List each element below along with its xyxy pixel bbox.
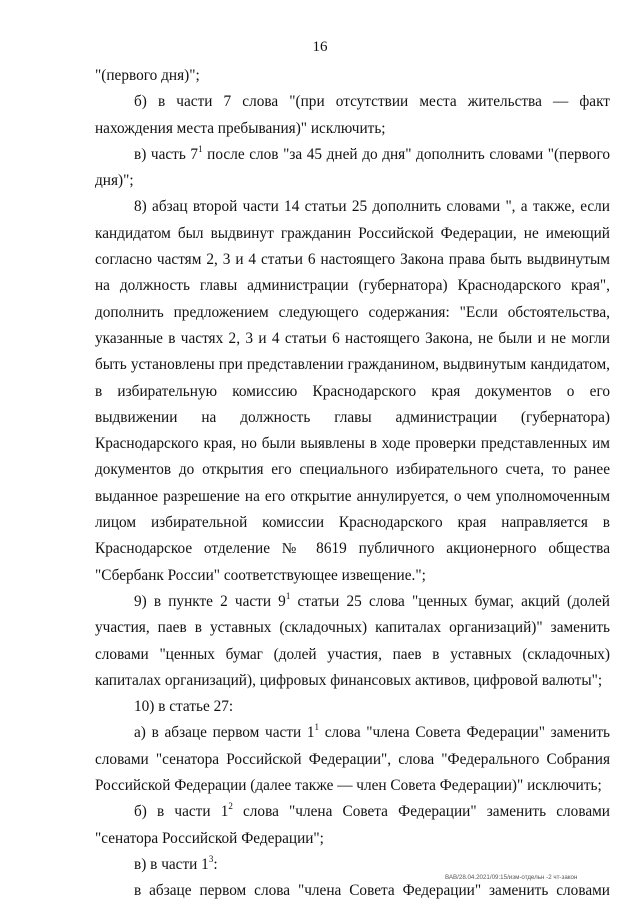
document-body [95, 63, 610, 905]
paragraph-text: "(первого дня)"; [95, 67, 200, 84]
paragraph-text: б) в части 7 слова "(при отсутствии места жительства — факт нахождения места пребывания)" исключить; [95, 93, 610, 137]
paragraph-item-10 [95, 694, 610, 720]
paragraph-item-9 [95, 589, 610, 694]
paragraph-text: статьи 25 слова "ценных бумаг, акций (долей участия, паев в уставных (складочных) капиталах организаций)" заменить словами "ценных бумаг (долей участия, паев в уставных (складочных) капиталах организаций), цифровых финансовых активов, цифровой валюты"; [95, 592, 610, 689]
paragraph-text: а) в абзаце первом части 1 [134, 724, 315, 742]
paragraph-text: : [213, 855, 218, 873]
paragraph-item-8 [95, 194, 610, 588]
paragraph-text: в) часть 7 [134, 145, 199, 163]
paragraph-continuation [95, 63, 610, 89]
superscript: 3 [208, 853, 214, 864]
paragraph-text: слова "члена Совета Федерации" заменить словами "сенатора Российской Федерации"; [95, 803, 610, 847]
paragraph-text: 10) в статье 27: [134, 698, 234, 716]
paragraph-item-10-a [95, 720, 610, 799]
superscript: 1 [314, 722, 320, 733]
paragraph-text: после слов "за 45 дней до дня" дополнить словами "(первого дня)"; [95, 145, 610, 190]
paragraph-item-v-part-7-1 [95, 142, 610, 195]
paragraph-text: 8) абзац второй части 14 статьи 25 дополнить словами ", а также, если кандидатом был выдвинут гражданин Российской Федерации, не имеющий согласно частям 2, 3 и 4 статьи 6 настоящего Закона права быть выдвинутым на должность главы администрации (губернатора) Краснодарского края", дополнить предложением следующего содержания: "Если обстоятельства, указанные в частях 2, 3 и 4 статьи 6 настоящего Закона, не были и не могли быть установлены при представлении гражданином, выдвинутым кандидатом, в избирательную комиссию Краснодарского края документов о его выдвижении на должность главы администрации (губернатора) Краснодарского края, но были выявлены в ходе проверки представленных им документов до открытия его специального избирательного счета, то ранее выданное разрешение на его открытие аннулируется, о чем уполномоченным лицом избирательной комиссии Краснодарского края направляется в Краснодарское отделение № 8619 публичного акционерного общества "Сбербанк России" соответствующее извещение."; [95, 198, 610, 584]
superscript: 1 [285, 590, 291, 601]
paragraph-item-b-part-7 [95, 89, 610, 142]
footer-stamp: ВАВ/28.04.2021/09:15/изм-отдельн -2 чт-закон [445, 874, 578, 881]
paragraph-text: в абзаце первом слова "члена Совета Федерации" заменить словами [134, 882, 610, 900]
paragraph-item-10-b [95, 799, 610, 852]
paragraph-text: б) в части 1 [134, 803, 229, 821]
superscript: 2 [228, 801, 233, 812]
superscript: 1 [198, 143, 203, 154]
paragraph-text: 9) в пункте 2 части 9 [134, 592, 286, 610]
paragraph-item-10-v-first [95, 878, 610, 904]
page-number: 16 [312, 39, 328, 55]
paragraph-text: слова "члена Совета Федерации" заменить словами "сенатора Российской Федерации", слова "Федерального Собрания Российской Федерации (далее также — член Совета Федерации)" исключить; [95, 724, 610, 795]
paragraph-text: в) в части 1 [134, 855, 209, 873]
